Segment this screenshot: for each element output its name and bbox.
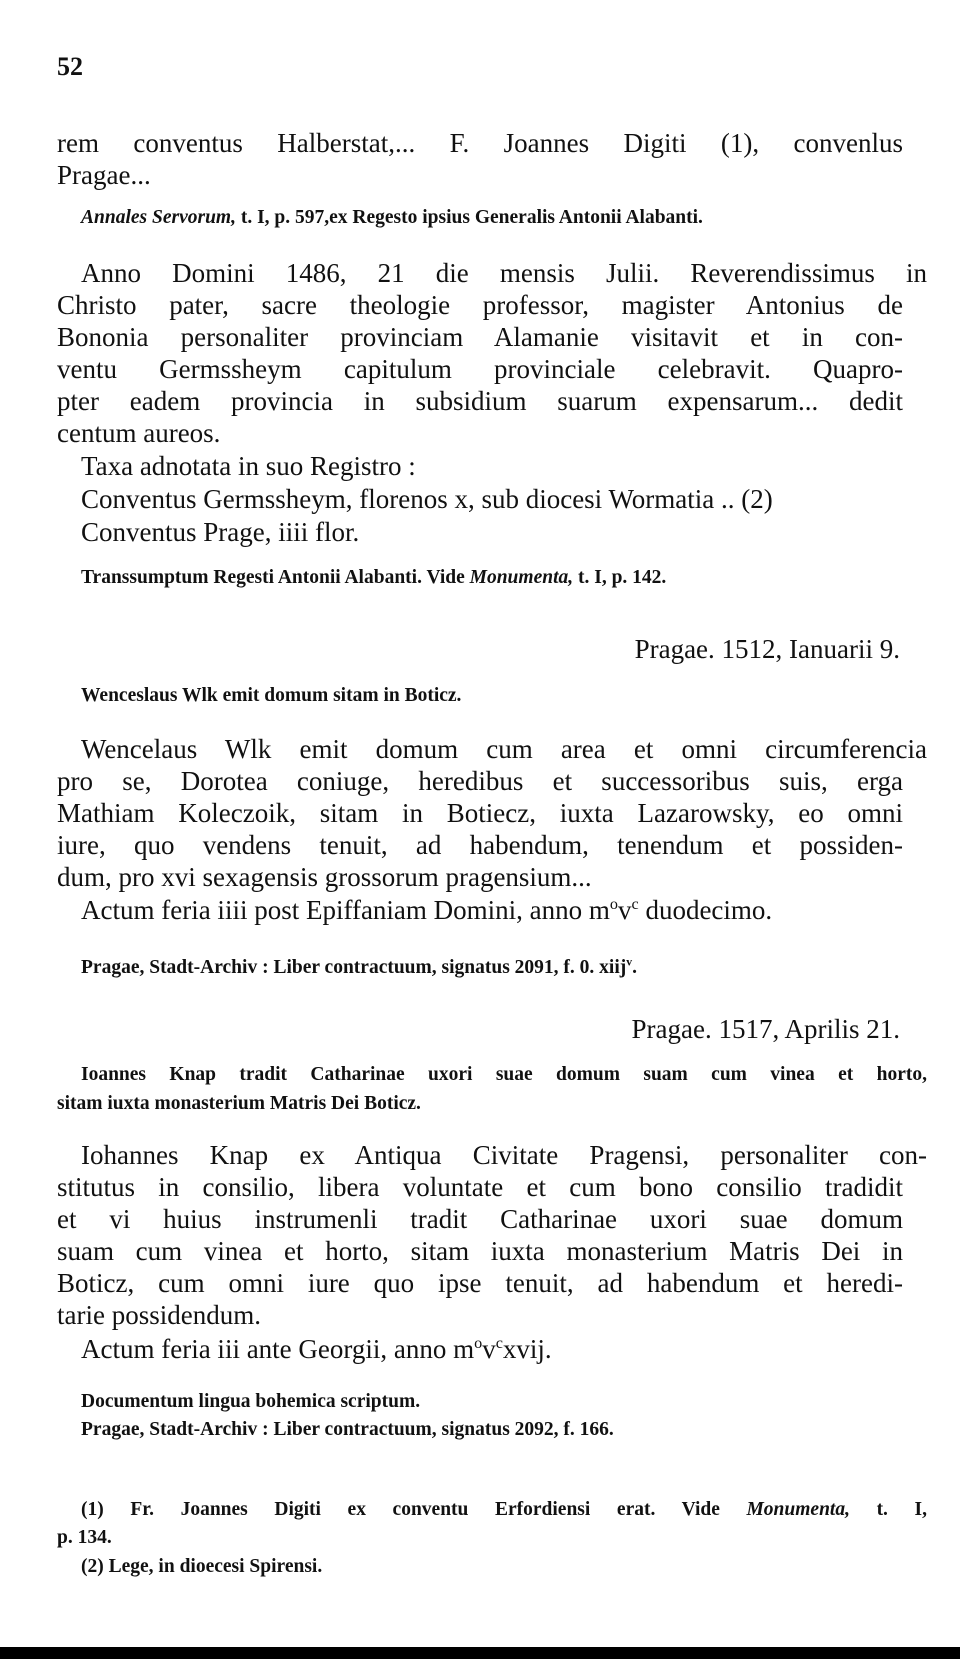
actum-line — [57, 1334, 927, 1366]
paragraph-line: suam cum vinea et horto, sitam iuxta monasterium Matris Dei in — [57, 1236, 903, 1266]
taxa-line: Conventus Prage, iiii flor. — [81, 517, 360, 547]
actum-text: v — [482, 1334, 496, 1364]
source-citation — [57, 204, 927, 231]
paragraph-line: Mathiam Koleczoik, sitam in Botiecz, iuxta Lazarowsky, eo omni — [57, 798, 903, 828]
superscript: o — [609, 895, 618, 913]
actum-text: Actum feria iiii post Epiffaniam Domini, anno m — [81, 895, 610, 925]
footnote-title: Monumenta, — [746, 1499, 850, 1520]
paragraph-line: Christo pater, sacre theologie professor, magister Antonius de — [57, 290, 903, 320]
document-summary: Wenceslaus Wlk emit domum sitam in Boticz. — [81, 685, 462, 706]
paragraph-line: tarie possidendum. — [57, 1300, 261, 1330]
source-citation: Pragae, Stadt-Archiv : Liber contractuum, signatus 2092, f. 166. — [81, 1419, 614, 1440]
paragraph-line: rem conventus Halberstat,... F. Joannes Digiti (1), convenlus — [57, 128, 903, 158]
paragraph-line: centum aureos. — [57, 418, 221, 448]
paragraph-line: Bononia personaliter provinciam Alamanie visitavit et in con- — [57, 322, 903, 352]
document-date: Pragae. 1517, Aprilis 21. — [631, 1014, 900, 1044]
footnote: (2) Lege, in dioecesi Spirensi. — [81, 1556, 323, 1577]
source-citation — [57, 564, 927, 591]
actum-text: duodecimo. — [638, 895, 773, 925]
paragraph-line: Iohannes Knap ex Antiqua Civitate Pragensi, personaliter con- — [81, 1140, 927, 1170]
superscript: c — [495, 1334, 503, 1352]
taxa-line: Taxa adnotata in suo Registro : — [81, 451, 416, 481]
actum-line — [57, 895, 927, 927]
source-title: Monumenta, — [469, 567, 574, 588]
page-number: 52 — [57, 52, 83, 81]
footnote-text: (1) Fr. Joannes Digiti ex conventu Erfordiensi erat. Vide — [81, 1499, 747, 1520]
source-text: Pragae, Stadt-Archiv : Liber contractuum, signatus 2091, f. 0. xiij — [81, 957, 627, 978]
superscript: v — [626, 955, 633, 969]
paragraph-line: pro se, Dorotea coniuge, heredibus et successoribus suis, erga — [57, 766, 903, 796]
paragraph-line: stitutus in consilio, libera voluntate et cum bono consilio tradidit — [57, 1172, 903, 1202]
source-title: Annales Servorum, — [81, 207, 236, 228]
paragraph-line: dum, pro xvi sexagensis grossorum pragensium... — [57, 862, 592, 892]
actum-text: Actum feria iii ante Georgii, anno m — [81, 1334, 475, 1364]
source-text: t. I, p. 597,ex Regesto ipsius Generalis Antonii Alabanti. — [235, 207, 703, 228]
scan-edge — [0, 1647, 960, 1659]
paragraph-line: Boticz, cum omni iure quo ipse tenuit, ad habendum et heredi- — [57, 1268, 903, 1298]
document-date: Pragae. 1512, Ianuarii 9. — [634, 634, 900, 664]
footnote: p. 134. — [57, 1527, 112, 1548]
taxa-line: Conventus Germssheym, florenos x, sub diocesi Wormatia .. (2) — [81, 484, 773, 514]
paragraph-line: Wencelaus Wlk emit domum cum area et omni circumferencia — [81, 734, 927, 764]
actum-text: v — [618, 895, 632, 925]
source-text: t. I, p. 142. — [573, 567, 667, 588]
document-summary: sitam iuxta monasterium Matris Dei Boticz. — [57, 1093, 421, 1114]
paragraph-line: et vi huius instrumenli tradit Catharinae uxori suae domum — [57, 1204, 903, 1234]
actum-text: xvij. — [502, 1334, 552, 1364]
paragraph-line: Anno Domini 1486, 21 die mensis Julii. Reverendissimus in — [81, 258, 927, 288]
document-summary: Ioannes Knap tradit Catharinae uxori suae domum suam cum vinea et horto, — [81, 1064, 927, 1085]
superscript: o — [474, 1334, 483, 1352]
footnote — [57, 1496, 927, 1523]
source-note: Documentum lingua bohemica scriptum. — [81, 1391, 421, 1412]
superscript: c — [631, 895, 639, 913]
paragraph-line: Pragae... — [57, 160, 151, 190]
source-text: . — [632, 957, 637, 978]
paragraph-line: iure, quo vendens tenuit, ad habendum, tenendum et possiden- — [57, 830, 903, 860]
source-text: Transsumptum Regesti Antonii Alabanti. Vide — [81, 567, 470, 588]
footnote-text: t. I, — [849, 1499, 927, 1520]
paragraph-line: pter eadem provincia in subsidium suarum expensarum... dedit — [57, 386, 903, 416]
paragraph-line: ventu Germssheym capitulum provinciale celebravit. Quapro- — [57, 354, 903, 384]
source-citation — [57, 954, 927, 981]
